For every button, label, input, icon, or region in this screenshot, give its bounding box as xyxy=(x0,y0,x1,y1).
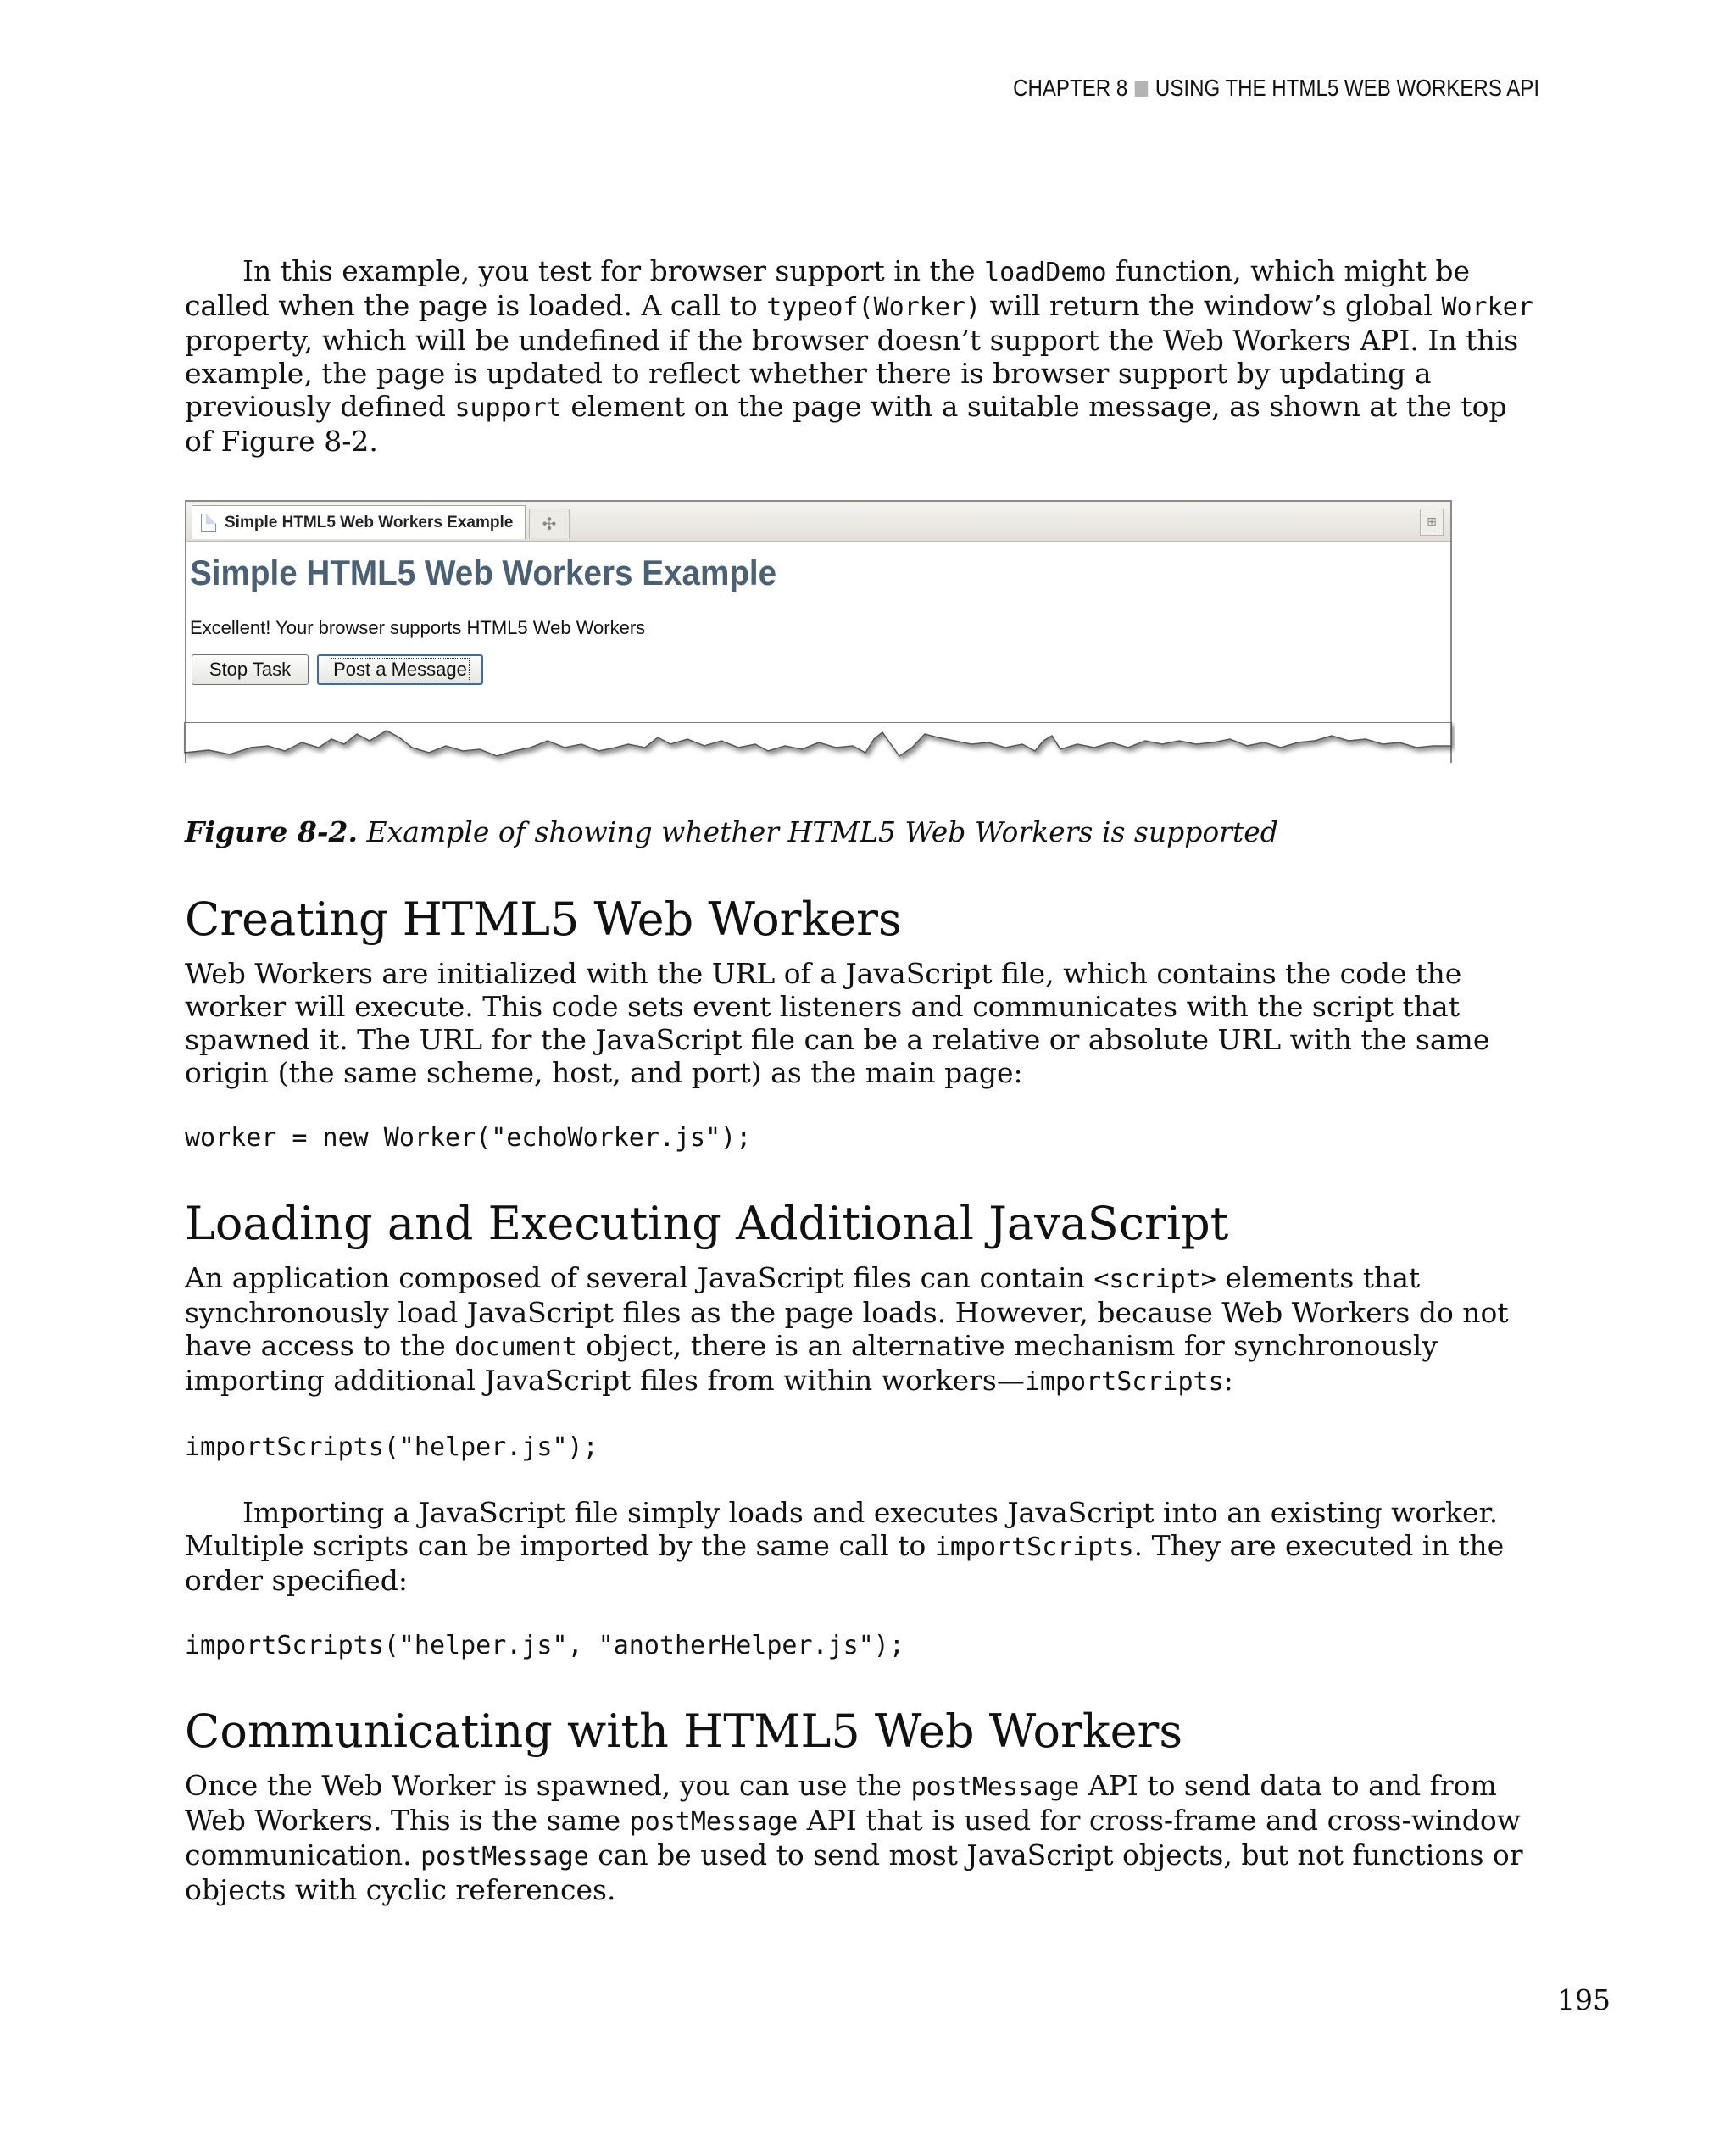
inline-code: Worker xyxy=(1441,292,1533,322)
chapter-label: CHAPTER 8 xyxy=(1013,75,1128,101)
support-status: Excellent! Your browser supports HTML5 Web Workers xyxy=(190,617,646,638)
inline-code: postMessage xyxy=(420,1842,589,1871)
tab-label: Simple HTML5 Web Workers Example xyxy=(225,513,514,531)
text-run: : xyxy=(1223,1364,1233,1397)
stop-task-button[interactable]: Stop Task xyxy=(192,654,309,685)
text-run: element on the page with a suitable message, as shown at the top of Figure 8-2. xyxy=(185,390,1507,458)
text-run: object, there is an alternative mechanism for synchronously importing additional JavaScript files from within workers— xyxy=(185,1329,1438,1397)
chapter-title: USING THE HTML5 WEB WORKERS API xyxy=(1155,75,1539,101)
figure-screenshot xyxy=(185,500,1452,771)
text-run: will return the window’s global xyxy=(981,289,1442,322)
page-icon xyxy=(201,514,216,532)
text-run: API to send data to and from Web Workers. This is the same xyxy=(185,1769,1497,1837)
section-heading-loading: Loading and Executing Additional JavaScript xyxy=(185,1197,1229,1250)
text-run: function, which might be called when the page is loaded. A call to xyxy=(185,254,1471,322)
section-heading-communicating: Communicating with HTML5 Web Workers xyxy=(185,1704,1183,1758)
section2-paragraph2 xyxy=(185,1496,1541,1597)
text-run: API that is used for cross-frame and cross-window communication. xyxy=(185,1804,1522,1871)
text-run: Once the Web Worker is spawned, you can use the xyxy=(185,1769,911,1802)
inline-code: postMessage xyxy=(629,1807,798,1837)
page-number: 195 xyxy=(1557,1983,1611,2016)
intro-paragraph xyxy=(185,254,1541,458)
page-content xyxy=(185,254,1541,1906)
inline-code: importScripts xyxy=(934,1532,1134,1562)
post-message-label: Post a Message xyxy=(333,659,467,680)
section-heading-creating: Creating HTML5 Web Workers xyxy=(185,893,902,946)
figure-caption xyxy=(185,815,1541,848)
browser-tab[interactable] xyxy=(192,505,526,539)
running-head xyxy=(1013,75,1539,102)
caption-label: Figure 8-2. xyxy=(185,815,359,848)
inline-code: document xyxy=(454,1332,577,1362)
inline-code: typeof(Worker) xyxy=(766,292,982,322)
inline-code: loadDemo xyxy=(984,258,1107,287)
section3-paragraph xyxy=(185,1769,1541,1906)
code-block: importScripts("helper.js"); xyxy=(185,1432,598,1462)
inline-code: <script> xyxy=(1093,1265,1216,1294)
text-run: elements that synchronously load JavaScript files as the page loads. However, because Web Workers do not have access to the xyxy=(185,1261,1509,1362)
section2-paragraph1 xyxy=(185,1261,1541,1399)
inline-code: support xyxy=(454,393,562,423)
inline-code: importScripts xyxy=(1024,1367,1224,1397)
browser-tab-bar xyxy=(186,502,1450,542)
code-block: worker = new Worker("echoWorker.js"); xyxy=(185,1123,752,1153)
text-run: In this example, you test for browser support in the xyxy=(242,254,985,287)
inline-code: postMessage xyxy=(910,1772,1080,1802)
tab-list-icon[interactable]: ⊞ xyxy=(1420,509,1444,536)
code-block: importScripts("helper.js", "anotherHelper.js"); xyxy=(185,1631,904,1660)
text-run: Importing a JavaScript file simply loads and executes JavaScript into an existing worker. Multiple scripts can be imported by the same call to xyxy=(185,1496,1499,1562)
text-run: . They are executed in the order specified: xyxy=(185,1529,1505,1597)
text-run: can be used to send most JavaScript objects, but not functions or objects with cyclic references. xyxy=(185,1838,1523,1906)
new-tab-icon[interactable]: ✣ xyxy=(529,509,570,538)
post-message-button[interactable] xyxy=(317,654,483,685)
text-run: An application composed of several JavaScript files can contain xyxy=(185,1261,1094,1294)
caption-text: Example of showing whether HTML5 Web Workers is supported xyxy=(358,815,1278,848)
text-run: property, which will be undefined if the browser doesn’t support the Web Workers API. In this example, the page is updated to reflect whether there is browser support by updating a previously defined xyxy=(185,324,1519,423)
demo-heading: Simple HTML5 Web Workers Example xyxy=(190,553,777,592)
torn-edge xyxy=(183,722,1455,773)
separator-square-icon xyxy=(1135,81,1148,97)
section1-paragraph: Web Workers are initialized with the URL of a JavaScript file, which contains the code the worker will execute. This code sets event listeners and communicates with the script that spawned it. The URL for the JavaScript file can be a relative or absolute URL with the same origin (the same scheme, host, and port) as the main page: xyxy=(185,957,1490,1089)
